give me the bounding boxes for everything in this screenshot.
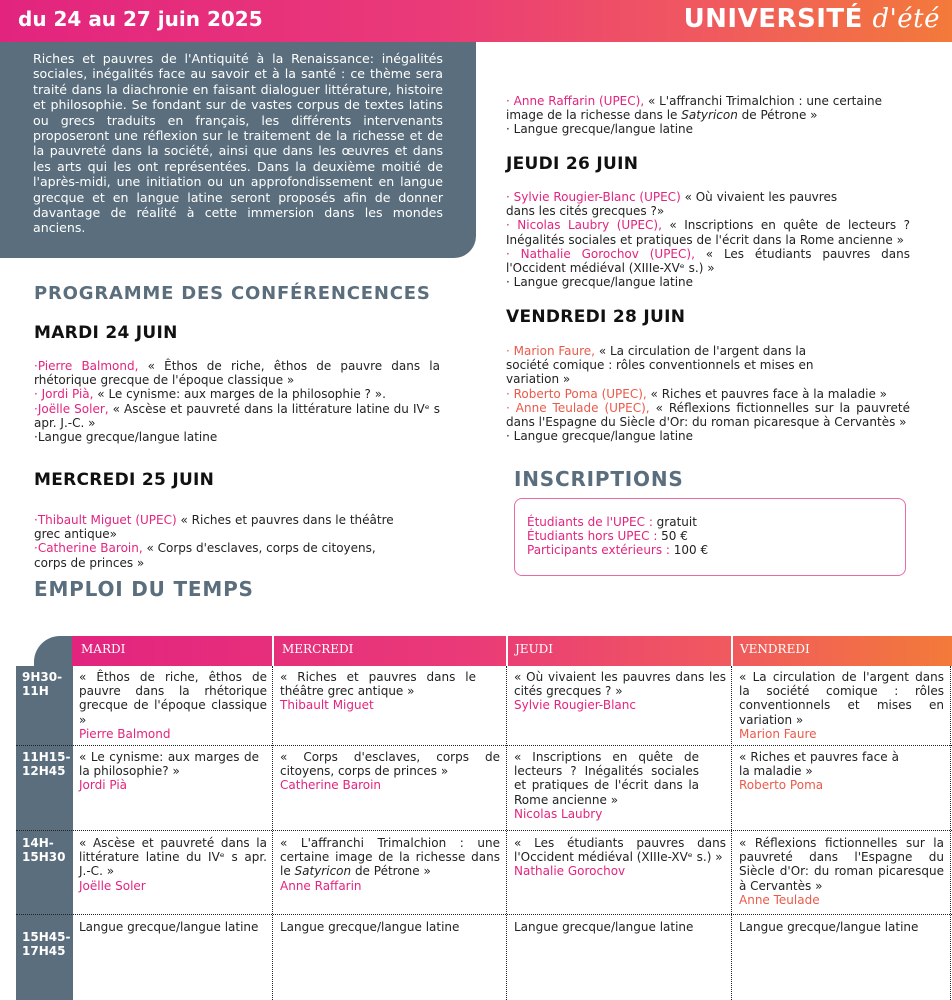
talk-speaker: ·Thibault Miguet (UPEC): [34, 513, 177, 527]
cell-text: « Riches et pauvres dans le théâtre grec antique »: [280, 670, 476, 699]
grid-line: [506, 666, 507, 1000]
talk-title: « Êthos de riche, êthos de pauvre dans la rhétorique grecque de l'époque classique »: [34, 359, 440, 388]
cell-speaker: Nicolas Laubry: [514, 806, 603, 821]
talk-title: « Le cynisme: aux marges de la philosophie ? ».: [93, 387, 386, 402]
talk-title: « Réflexions fictionnelles sur la pauvreté dans l'Espagne du Siècle d'Or: du roman picaresque à Cervantès »: [506, 400, 910, 430]
cell-speaker: Thibault Miguet: [280, 698, 374, 713]
talk-speaker: ·Catherine Baroin,: [34, 541, 143, 556]
fee-value: 100 €: [669, 543, 709, 558]
header-divider: [731, 636, 733, 666]
talk-list-mercredi: [34, 513, 406, 570]
day-heading-mardi: MARDI 24 JUIN: [34, 323, 178, 343]
talk-title: « Riches et pauvres dans le théâtre grec antique»: [34, 513, 394, 542]
schedule-cell: [514, 836, 726, 879]
programme-heading: PROGRAMME DES CONFÉRENCENCES: [34, 283, 431, 304]
talk-item: [506, 344, 846, 387]
day-heading-mercredi: MERCREDI 25 JUIN: [34, 470, 215, 490]
cell-text: « Les étudiants pauvres dans l'Occident médiéval (XIIIe-XVᵉ s.) »: [514, 836, 726, 865]
talk-speaker: · Anne Raffarin (UPEC),: [506, 94, 645, 108]
fee-row: [527, 543, 893, 557]
fee-label: Étudiants de l'UPEC :: [527, 515, 653, 529]
talk-speaker: · Marion Faure,: [506, 344, 595, 358]
cell-text-part: « L'affranchi Trimalchion : une certaine image de la richesse dans le: [280, 836, 500, 879]
talk-title: « Ascèse et pauvreté dans la littérature latine du IVᵉ s apr. J.-C. »: [34, 401, 440, 430]
intro-text: Riches et pauvres de l'Antiquité à la Renaissance: inégalités sociales, inégalités face au savoir et à la santé : ce thème sera traité dans la diachronie en faisant dialoguer littérature, histoire et philosophie. Se fondant sur de vastes corpus de textes latins ou grecs traduits en français, les différents intervenants proposeront une réflexion sur le traitement de la richesse et de la pauvreté dans la société, ainsi que dans les œuvres et dans les arts qui les ont représentées. Dans la deuxième moitié de l'après-midi, une initiation ou un approfondissement en langue grecque et en langue latine seront proposés afin de donner davantage de réalité à cette immersion dans les mondes anciens.: [0, 42, 476, 258]
schedule-col-mardi: MARDI: [81, 642, 126, 656]
cell-speaker: Pierre Balmond: [79, 726, 171, 741]
cell-speaker: Nathalie Gorochov: [514, 864, 626, 879]
talk-speaker: · Anne Teulade (UPEC),: [506, 400, 650, 415]
schedule-heading: EMPLOI DU TEMPS: [34, 577, 254, 601]
talk-list-mardi: [34, 359, 440, 444]
schedule-col-mercredi: MERCREDI: [282, 642, 354, 656]
talk-item: [506, 218, 910, 246]
day-heading-vendredi: VENDREDI 28 JUIN: [506, 307, 686, 327]
talk-title: « L'affranchi Trimalchion : une certaine image de la richesse dans le: [506, 94, 883, 123]
cell-text: « Réflexions fictionnelles sur la pauvreté dans l'Espagne du Siècle d'Or: du roman picaresque à Cervantès »: [739, 836, 944, 893]
header-divider: [272, 636, 274, 666]
grid-line: [950, 666, 951, 1000]
talk-item: [506, 190, 866, 218]
talk-item: [34, 387, 440, 401]
talk-item: [34, 513, 406, 541]
cell-text-part: de Pétrone »: [351, 864, 431, 879]
schedule-cell: Langue grecque/langue latine: [514, 920, 694, 934]
university-title-script: d'été: [872, 4, 940, 34]
talk-list-jeudi: [506, 190, 910, 289]
cell-speaker: Jordi Pià: [79, 778, 128, 793]
fee-label: Étudiants hors UPEC :: [527, 529, 658, 544]
talk-title: « Où vivaient les pauvres dans les cités grecques ?»: [506, 190, 838, 219]
date-range: du 24 au 27 juin 2025: [18, 7, 263, 31]
talk-speaker: · Nicolas Laubry (UPEC),: [506, 218, 662, 233]
schedule-cell: [280, 670, 500, 713]
talk-item: [506, 387, 910, 401]
talk-title: « Riches et pauvres face à la maladie »: [646, 386, 887, 401]
fee-value: gratuit: [652, 515, 697, 529]
talk-speaker: · Sylvie Rougier-Blanc (UPEC): [506, 190, 681, 204]
schedule-cell: Langue grecque/langue latine: [280, 920, 460, 934]
talk-title-emphasis: Satyricon: [681, 108, 738, 123]
schedule-cell: [514, 670, 726, 713]
grid-line: [16, 745, 952, 746]
schedule-cell: Langue grecque/langue latine: [739, 920, 919, 934]
schedule-cell: [739, 670, 944, 741]
talk-title: de Pétrone »: [737, 108, 818, 123]
schedule-cell: [79, 750, 259, 793]
talk-language: ·Langue grecque/langue latine: [34, 430, 218, 445]
talk-list-mercredi-continued: [506, 94, 910, 137]
time-slot-label: 14H- 15H30: [22, 836, 66, 864]
schedule-cell: Langue grecque/langue latine: [79, 920, 259, 934]
grid-line: [16, 914, 952, 915]
schedule-cell: [79, 836, 267, 893]
talk-title: « Corps d'esclaves, corps de citoyens, corps de princes »: [34, 541, 376, 570]
cell-speaker: Anne Raffarin: [280, 878, 362, 893]
fee-label: Participants extérieurs :: [527, 543, 670, 558]
talk-item: [506, 247, 910, 275]
university-title: [684, 4, 940, 34]
time-slot-label: 9H30- 11H: [22, 670, 63, 698]
inscriptions-heading: INSCRIPTIONS: [514, 467, 684, 491]
schedule-cell: [280, 750, 500, 793]
schedule-col-vendredi: VENDREDI: [740, 642, 810, 656]
cell-text: « Inscriptions en quête de lecteurs ? Inégalités sociales et pratiques de l'écrit dans la Rome ancienne »: [514, 750, 699, 807]
fee-value: 50 €: [657, 529, 688, 544]
schedule-cell: [739, 750, 899, 793]
grid-line: [16, 830, 952, 831]
day-heading-jeudi: JEUDI 26 JUIN: [506, 154, 639, 174]
fee-row: [527, 529, 893, 543]
schedule-cell: [739, 836, 944, 907]
grid-line: [272, 666, 273, 1000]
talk-item: [34, 359, 440, 387]
time-slot-label: 11H15- 12H45: [22, 750, 71, 778]
talk-title: « La circulation de l'argent dans la société comique : rôles conventionnels et mises en variation »: [506, 344, 814, 387]
schedule-col-jeudi: JEUDI: [515, 642, 554, 656]
talk-speaker: · Roberto Poma (UPEC),: [506, 386, 647, 401]
cell-text: « Corps d'esclaves, corps de citoyens, corps de princes »: [280, 750, 500, 779]
cell-text: « Où vivaient les pauvres dans les cités grecques ? »: [514, 670, 726, 699]
talk-list-vendredi: [506, 344, 910, 443]
time-slot-label: 15H45- 17H45: [22, 930, 71, 958]
cell-speaker: Anne Teulade: [739, 892, 820, 907]
talk-speaker: ·Pierre Balmond,: [34, 359, 139, 373]
talk-title: « Les étudiants pauvres dans l'Occident médiéval (XIIIe-XVᵉ s.) »: [506, 246, 910, 276]
talk-speaker: · Nathalie Gorochov (UPEC),: [506, 246, 695, 261]
university-title-bold: UNIVERSITÉ: [683, 4, 863, 34]
schedule-cell: [514, 750, 699, 821]
talk-language: · Langue grecque/langue latine: [506, 275, 694, 290]
talk-language: · Langue grecque/langue latine: [506, 122, 694, 137]
cell-text: « La circulation de l'argent dans la société comique : rôles conventionnels et mises en variation »: [739, 670, 944, 727]
talk-item: [34, 402, 440, 430]
cell-speaker: Sylvie Rougier-Blanc: [514, 698, 636, 713]
header-divider: [506, 636, 508, 666]
cell-speaker: Marion Faure: [739, 726, 817, 741]
schedule-cell: [280, 836, 500, 893]
grid-line: [731, 666, 732, 1000]
cell-text-emphasis: Satyricon: [294, 864, 352, 879]
talk-item: [506, 401, 910, 429]
cell-text: « Riches et pauvres face à la maladie »: [739, 750, 899, 779]
fee-row: [527, 515, 893, 529]
talk-title: « Inscriptions en quête de lecteurs ? Inégalités sociales et pratiques de l'écrit dans la Rome ancienne »: [506, 218, 911, 247]
talk-speaker: · Jordi Pià,: [34, 387, 94, 402]
talk-item: [34, 541, 406, 569]
talk-language: · Langue grecque/langue latine: [506, 429, 694, 444]
cell-text: « Le cynisme: aux marges de la philosophie? »: [79, 750, 259, 779]
cell-speaker: Joëlle Soler: [79, 878, 146, 893]
cell-text: « Ascèse et pauvreté dans la littérature latine du IVᵉ s apr. J.-C. »: [79, 836, 267, 879]
inscriptions-box: [514, 498, 906, 576]
cell-text: [280, 836, 500, 879]
talk-item: [506, 94, 910, 122]
schedule-cell: [79, 670, 267, 741]
cell-speaker: Roberto Poma: [739, 778, 824, 793]
talk-speaker: ·Joëlle Soler,: [34, 401, 109, 416]
header-bar: [0, 0, 952, 42]
schedule-tab-corner: [34, 636, 74, 666]
cell-speaker: Catherine Baroin: [280, 778, 382, 793]
cell-text: « Êthos de riche, êthos de pauvre dans la rhétorique grecque de l'époque classique »: [79, 670, 267, 727]
